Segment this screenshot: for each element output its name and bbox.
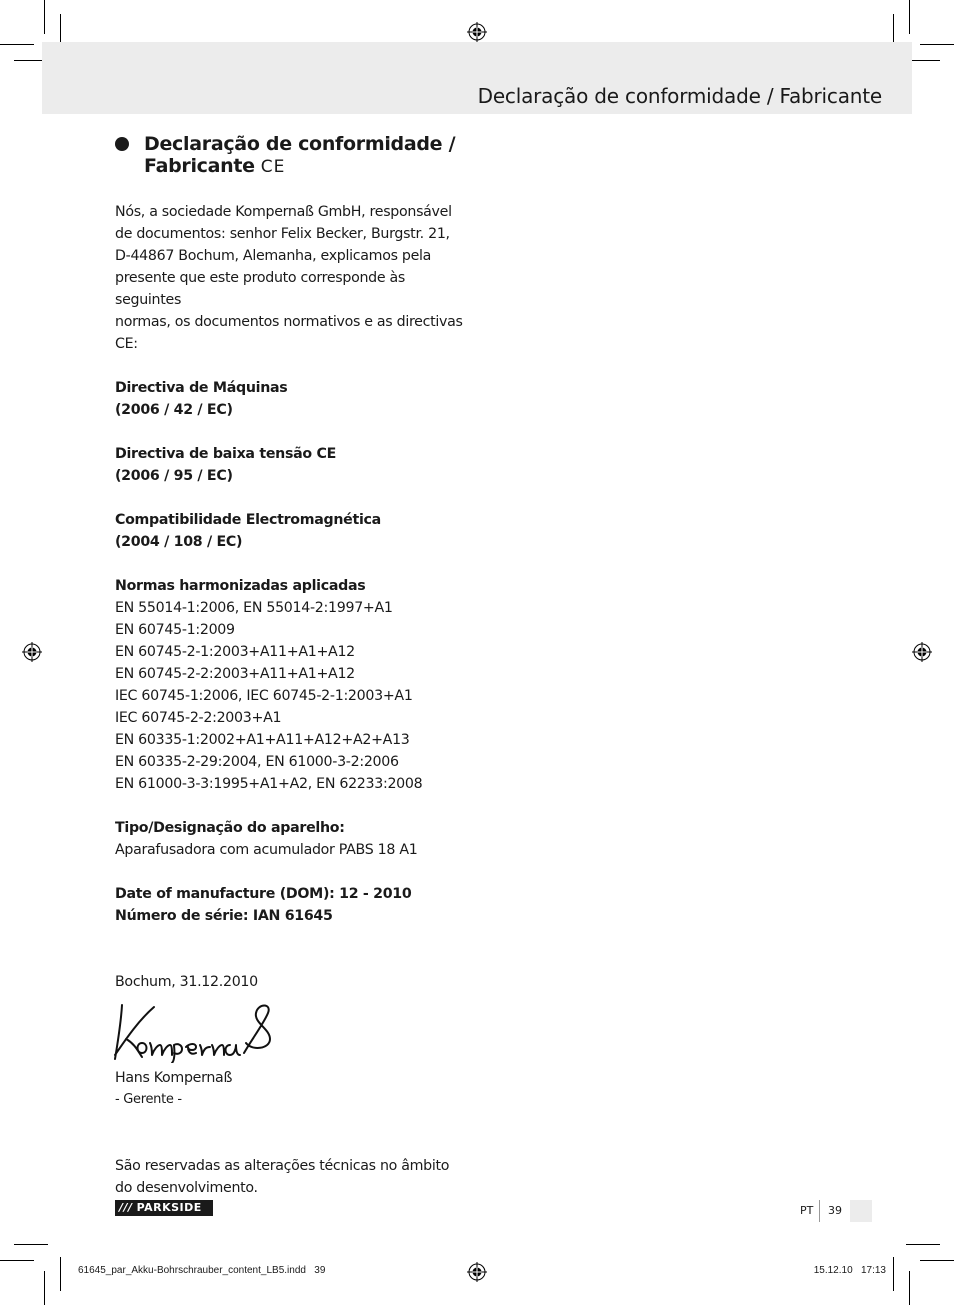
slug-timestamp: 15.12.10 17:13 [813, 1265, 886, 1276]
logo-brand: PARKSIDE [136, 1201, 202, 1214]
standard-item: EN 60745-2-2:2003+A11+A1+A12 [115, 666, 355, 682]
intro-line: presente que este produto corresponde às seguintes [115, 270, 405, 308]
standard-item: EN 60335-1:2002+A1+A11+A12+A2+A13 [115, 732, 410, 748]
serial-number: Número de série: IAN 61645 [115, 908, 333, 924]
standard-item: IEC 60745-2-2:2003+A1 [115, 710, 282, 726]
page-header-title: Declaração de conformidade / Fabricante [477, 84, 882, 108]
crop-mark [909, 1271, 910, 1305]
crop-mark [920, 1260, 954, 1261]
intro-line: de documentos: senhor Felix Becker, Burgstr. 21, [115, 226, 450, 242]
directive-code: (2006 / 95 / EC) [115, 468, 233, 484]
directive-name: Directiva de baixa tensão CE [115, 446, 336, 462]
signer-role: - Gerente - [115, 1092, 182, 1107]
directive-code: (2006 / 42 / EC) [115, 402, 233, 418]
technical-note-line: do desenvolvimento. [115, 1180, 258, 1196]
footer-language: PT [800, 1204, 814, 1217]
device-value: Aparafusadora com acumulador PABS 18 A1 [115, 842, 418, 858]
declaration-body [115, 201, 475, 1199]
crop-mark [906, 1244, 940, 1245]
footer-divider [819, 1200, 820, 1222]
intro-line: D-44867 Bochum, Alemanha, explicamos pela [115, 248, 432, 264]
standard-item: EN 60745-2-1:2003+A11+A1+A12 [115, 644, 355, 660]
place-date: Bochum, 31.12.2010 [115, 974, 258, 990]
crop-mark [0, 1260, 34, 1261]
crop-mark [44, 1271, 45, 1305]
section-title [144, 133, 504, 178]
signature-icon [112, 999, 284, 1063]
section-title-line2-row [144, 155, 504, 178]
crop-mark [893, 1257, 894, 1291]
directive-name: Directiva de Máquinas [115, 380, 288, 396]
directive-code: (2004 / 108 / EC) [115, 534, 243, 550]
crop-mark [909, 0, 910, 34]
footer-tab-box [850, 1200, 872, 1222]
standard-item: IEC 60745-1:2006, IEC 60745-2-1:2003+A1 [115, 688, 413, 704]
registration-mark-icon [22, 642, 42, 662]
parkside-logo [115, 1200, 213, 1216]
registration-mark-icon [467, 1262, 487, 1282]
section-title-line1: Declaração de conformidade / [144, 133, 456, 155]
device-label: Tipo/Designação do aparelho: [115, 820, 345, 836]
registration-mark-icon [467, 22, 487, 42]
footer-page-number: 39 [828, 1204, 842, 1217]
registration-mark-icon [912, 642, 932, 662]
standards-heading: Normas harmonizadas aplicadas [115, 578, 366, 594]
standard-item: EN 61000-3-3:1995+A1+A2, EN 62233:2008 [115, 776, 423, 792]
ce-mark-icon: CE [260, 157, 286, 177]
section-title-line2: Fabricante [144, 155, 255, 177]
crop-mark [60, 1257, 61, 1291]
slug-filename: 61645_par_Akku-Bohrschrauber_content_LB5.indd 39 [78, 1265, 326, 1276]
manufacture-date: Date of manufacture (DOM): 12 - 2010 [115, 886, 412, 902]
standard-item: EN 55014-1:2006, EN 55014-2:1997+A1 [115, 600, 393, 616]
crop-mark [44, 0, 45, 34]
intro-line: Nós, a sociedade Kompernaß GmbH, responsável [115, 204, 452, 220]
standard-item: EN 60745-1:2009 [115, 622, 235, 638]
directive-name: Compatibilidade Electromagnética [115, 512, 381, 528]
crop-mark [920, 44, 954, 45]
section-bullet-icon [115, 137, 129, 151]
intro-line: normas, os documentos normativos e as directivas CE: [115, 314, 463, 352]
technical-note-line: São reservadas as alterações técnicas no âmbito [115, 1158, 450, 1174]
crop-mark [14, 1244, 48, 1245]
standard-item: EN 60335-2-29:2004, EN 61000-3-2:2006 [115, 754, 399, 770]
crop-mark [0, 44, 34, 45]
logo-slashes: /// [119, 1201, 133, 1214]
signer-name: Hans Kompernaß [115, 1070, 233, 1086]
